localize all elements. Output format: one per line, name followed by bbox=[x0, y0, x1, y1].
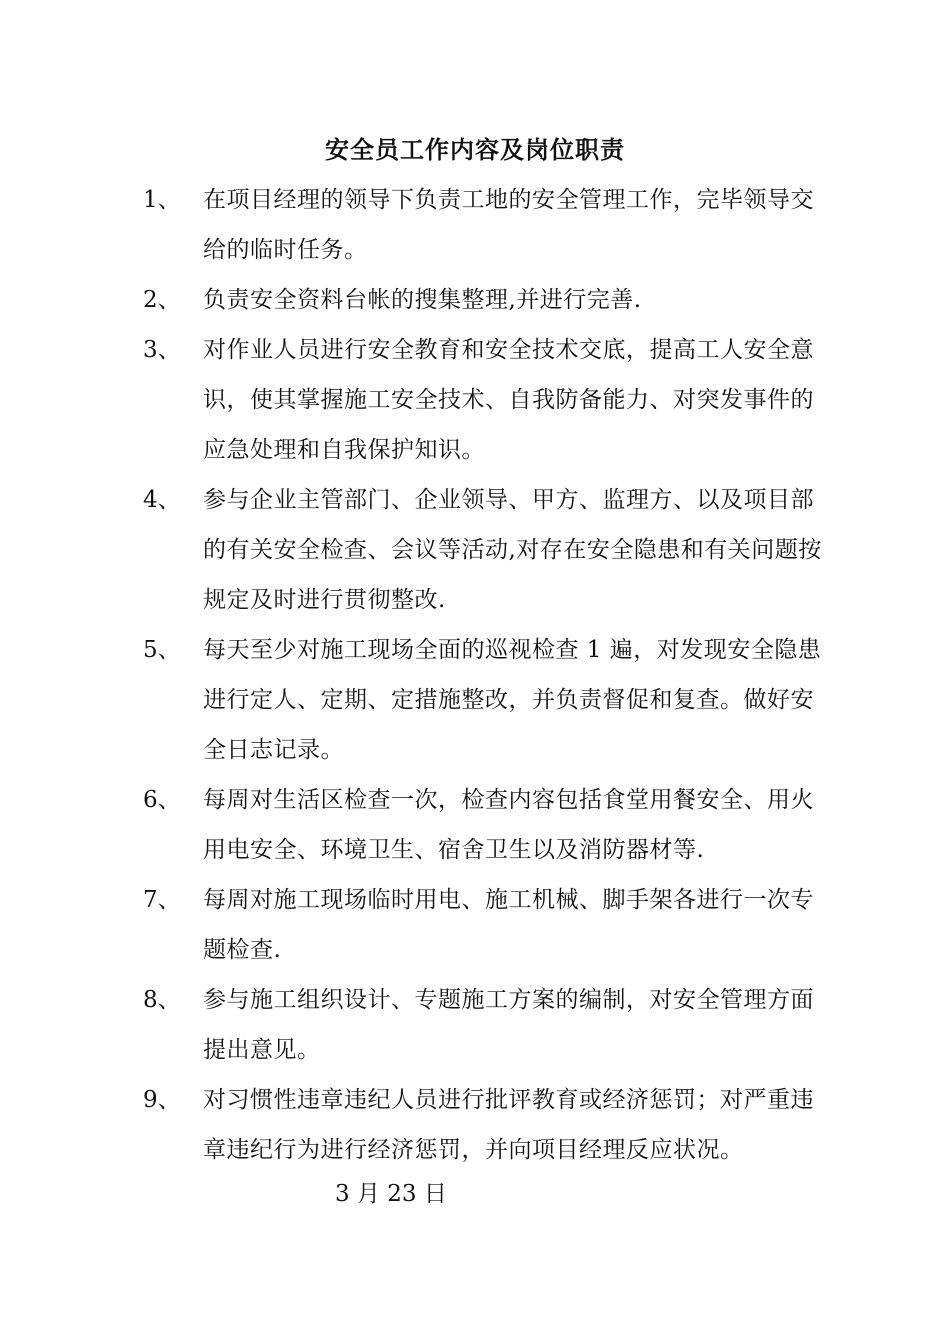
item-number: 9、 bbox=[143, 1087, 181, 1113]
list-item bbox=[143, 475, 833, 625]
item-text: 每周对生活区检查一次，检查内容包括食堂用餐安全、用火用电安全、环境卫生、宿舍卫生以及消防器材等. bbox=[203, 787, 814, 863]
item-text: 在项目经理的领导下负责工地的安全管理工作，完毕领导交给的临时任务。 bbox=[203, 187, 814, 263]
item-number: 5、 bbox=[143, 637, 181, 663]
item-text: 参与施工组织设计、专题施工方案的编制，对安全管理方面提出意见。 bbox=[203, 987, 814, 1063]
list-item bbox=[143, 275, 833, 325]
list-item bbox=[143, 875, 833, 975]
item-number: 4、 bbox=[143, 487, 181, 513]
item-text: 对习惯性违章违纪人员进行批评教育或经济惩罚；对严重违章违纪行为进行经济惩罚，并向项目经理反应状况。 bbox=[203, 1087, 814, 1163]
item-text: 参与企业主管部门、企业领导、甲方、监理方、以及项目部的有关安全检查、会议等活动,对存在安全隐患和有关问题按规定及时进行贯彻整改. bbox=[203, 487, 822, 613]
item-number: 7、 bbox=[143, 887, 181, 913]
list-item bbox=[143, 975, 833, 1075]
item-text: 负责安全资料台帐的搜集整理,并进行完善. bbox=[203, 287, 642, 313]
item-text: 对作业人员进行安全教育和安全技术交底，提高工人安全意识，使其掌握施工安全技术、自我防备能力、对突发事件的应急处理和自我保护知识。 bbox=[203, 337, 814, 463]
list-item bbox=[143, 625, 833, 775]
item-text: 每周对施工现场临时用电、施工机械、脚手架各进行一次专题检查. bbox=[203, 887, 814, 963]
item-number: 6、 bbox=[143, 787, 181, 813]
item-number: 3、 bbox=[143, 337, 181, 363]
item-number: 8、 bbox=[143, 987, 181, 1013]
list-item bbox=[143, 1075, 833, 1175]
document-title: 安全员工作内容及岗位职责 bbox=[325, 135, 625, 164]
list-item bbox=[143, 775, 833, 875]
duty-list bbox=[143, 175, 833, 1175]
list-item bbox=[143, 175, 833, 275]
list-item bbox=[143, 325, 833, 475]
document-date: 3 月 23 日 bbox=[335, 1181, 447, 1207]
item-number: 2、 bbox=[143, 287, 181, 313]
item-number: 1、 bbox=[143, 187, 181, 213]
item-text: 每天至少对施工现场全面的巡视检查 1 遍，对发现安全隐患进行定人、定期、定措施整改，并负责督促和复查。做好安全日志记录。 bbox=[203, 637, 822, 763]
